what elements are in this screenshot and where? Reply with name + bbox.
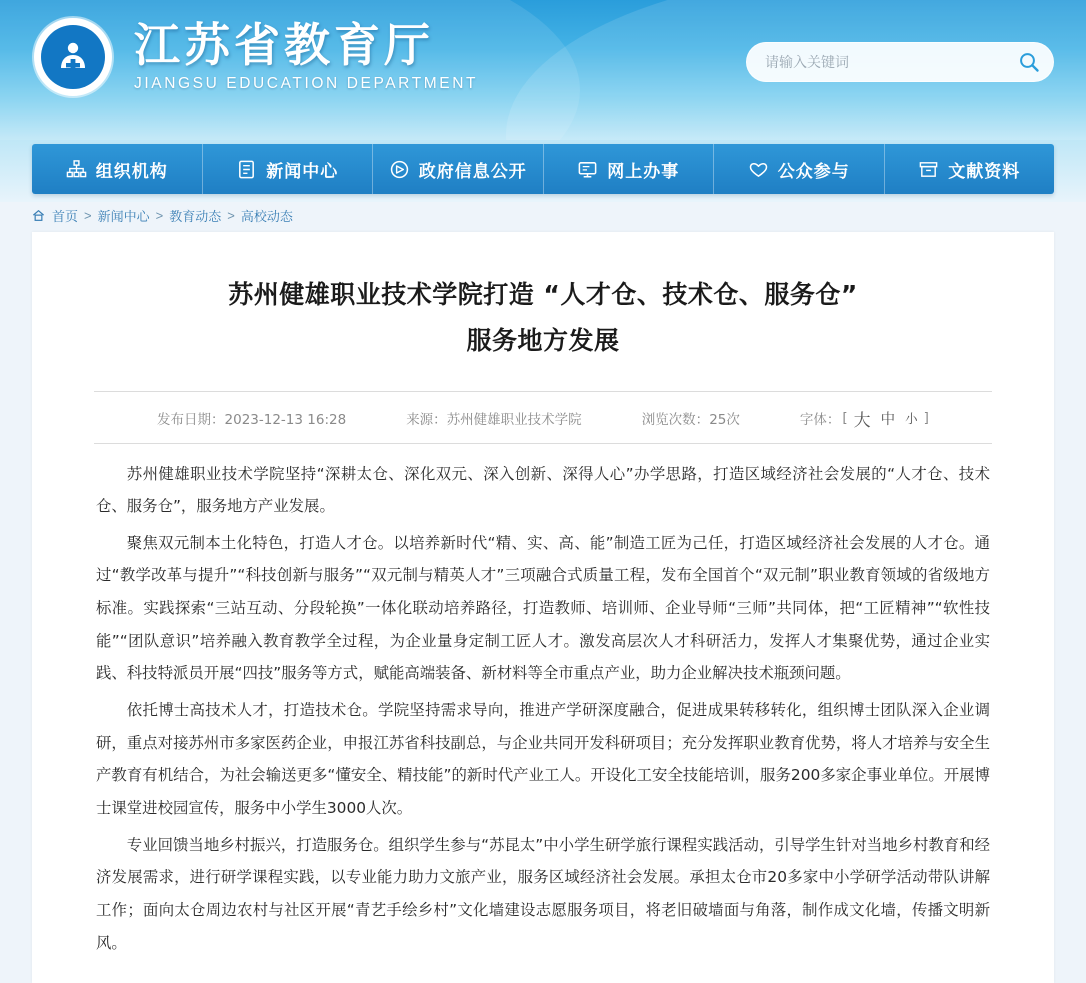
font-size-large-button[interactable]: 大	[853, 410, 871, 431]
publish-date	[127, 408, 376, 428]
disclosure-circle-icon	[389, 159, 410, 180]
view-count	[612, 408, 770, 428]
nav-item-label: 网上办事	[607, 161, 680, 182]
site-brand[interactable]	[34, 18, 478, 96]
site-title-en: JIANGSU EDUCATION DEPARTMENT	[134, 75, 479, 93]
breadcrumb-item-home[interactable]: 首页	[52, 209, 79, 224]
views-label: 浏览次数：	[641, 412, 710, 428]
site-logo	[34, 18, 112, 96]
font-size-medium-button[interactable]: 中	[880, 411, 896, 428]
monitor-icon	[577, 159, 598, 180]
article-paragraph: 依托博士高技术人才，打造技术仓。学院坚持需求导向，推进产学研深度融合，促进成果转移转化，组织博士团队深入企业调研，重点对接苏州市多家医药企业，申报江苏省科技副总，与企业共同开发科研项目；充分发挥职业教育优势，将人才培养与安全生产教育有机结合，为社会输送更多“懂安全、精技能”的新时代产业工人。开设化工安全技能培训，服务200多家企事业单位。开展博士课堂进校园宣传，服务中小学生3000人次。	[96, 701, 990, 818]
article-meta	[94, 392, 992, 443]
breadcrumb-item-university-trends[interactable]: 高校动态	[240, 209, 293, 224]
source-value: 苏州健雄职业技术学院	[446, 412, 582, 428]
publish-date-label: 发布日期：	[157, 412, 225, 428]
archive-box-icon	[918, 159, 939, 180]
logo-emblem-icon	[41, 25, 105, 89]
publish-date-value: 2023-12-13 16:28	[224, 412, 347, 428]
font-bracket-left: [	[842, 410, 848, 426]
article-paragraph: 聚焦双元制本土化特色，打造人才仓。以培养新时代“精、实、高、能”制造工匠为己任，打造区域经济社会发展的人才仓。通过“教学改革与提升”“科技创新与服务”“双元制与精英人才”三项融合式质量工程，发布全国首个“双元制”职业教育领域的省级地方标准。实践探索“三站互动、分段轮换”一体化联动培养路径，打造教师、培训师、企业导师“三师”共同体，把“工匠精神”“软性技能”“团队意识”培养融入教育教学全过程，为企业量身定制工匠人才。激发高层次人才科研活力，发挥人才集聚优势，通过企业实践、科技特派员开展“四技”服务等方式，赋能高端装备、新材料等全市重点产业，助力企业解决技术瓶颈问题。	[96, 533, 990, 683]
page-title	[94, 266, 992, 365]
org-chart-icon	[66, 159, 87, 180]
search-button[interactable]	[1005, 43, 1053, 81]
heart-icon	[748, 159, 769, 180]
breadcrumb-bar	[0, 202, 1086, 232]
article-paragraph: 专业回馈当地乡村振兴，打造服务仓。组织学生参与“苏昆太”中小学生研学旅行课程实践活动，引导学生针对当地乡村教育和经济发展需求，进行研学课程实践，以专业能力助力文旅产业，服务区域经济社会发展。承担太仓市20多家中小学研学活动带队讲解工作；面向太仓周边农村与社区开展“青艺手绘乡村”文化墙建设志愿服务项目，将老旧破墙面与角落，制作成文化墙，传播文明新风。	[96, 835, 990, 952]
nav-item-disclosure[interactable]	[373, 144, 544, 194]
source-label: 来源：	[406, 412, 447, 428]
logo-person-icon	[53, 37, 93, 77]
nav-item-documents[interactable]	[885, 144, 1055, 194]
main-navigation-bar	[0, 140, 1086, 202]
article-container	[32, 232, 1054, 983]
font-bracket-right: ]	[923, 410, 929, 426]
font-size-label: 字体：	[799, 412, 841, 428]
breadcrumb-separator: >	[155, 208, 164, 223]
nav-item-label: 组织机构	[95, 161, 168, 182]
nav-item-label: 政府信息公开	[418, 161, 527, 182]
breadcrumb	[32, 202, 1054, 225]
font-size-small-button[interactable]: 小	[905, 411, 918, 426]
news-document-icon	[236, 159, 257, 180]
main-navigation	[32, 144, 1054, 194]
nav-item-label: 文献资料	[948, 161, 1021, 182]
nav-item-org[interactable]	[32, 144, 203, 194]
search-icon	[1018, 51, 1040, 73]
site-header	[0, 0, 1086, 140]
site-title-cn: 江苏省教育厅	[134, 17, 434, 72]
article-body	[94, 444, 992, 960]
breadcrumb-item-education-trends[interactable]: 教育动态	[169, 209, 222, 224]
breadcrumb-separator: >	[84, 208, 92, 223]
nav-item-label: 公众参与	[777, 161, 850, 182]
home-icon	[32, 209, 45, 222]
views-value: 25次	[709, 412, 740, 428]
nav-item-label: 新闻中心	[266, 161, 339, 182]
page-title-line1: 苏州健雄职业技术学院打造 “人才仓、技术仓、服务仓”	[228, 280, 858, 309]
breadcrumb-separator: >	[227, 208, 235, 223]
search-input[interactable]	[747, 54, 1005, 70]
search-box[interactable]	[746, 42, 1054, 82]
breadcrumb-item-news-center[interactable]: 新闻中心	[97, 209, 150, 224]
font-size-control	[770, 406, 959, 431]
article-source	[376, 408, 612, 428]
nav-item-public-participation[interactable]	[714, 144, 885, 194]
page-title-line2: 服务地方发展	[466, 326, 620, 356]
nav-item-online-services[interactable]	[544, 144, 715, 194]
nav-item-news[interactable]	[203, 144, 374, 194]
article-paragraph: 苏州健雄职业技术学院坚持“深耕太仓、深化双元、深入创新、深得人心”办学思路，打造区域经济社会发展的“人才仓、技术仓、服务仓”，服务地方产业发展。	[96, 464, 990, 516]
